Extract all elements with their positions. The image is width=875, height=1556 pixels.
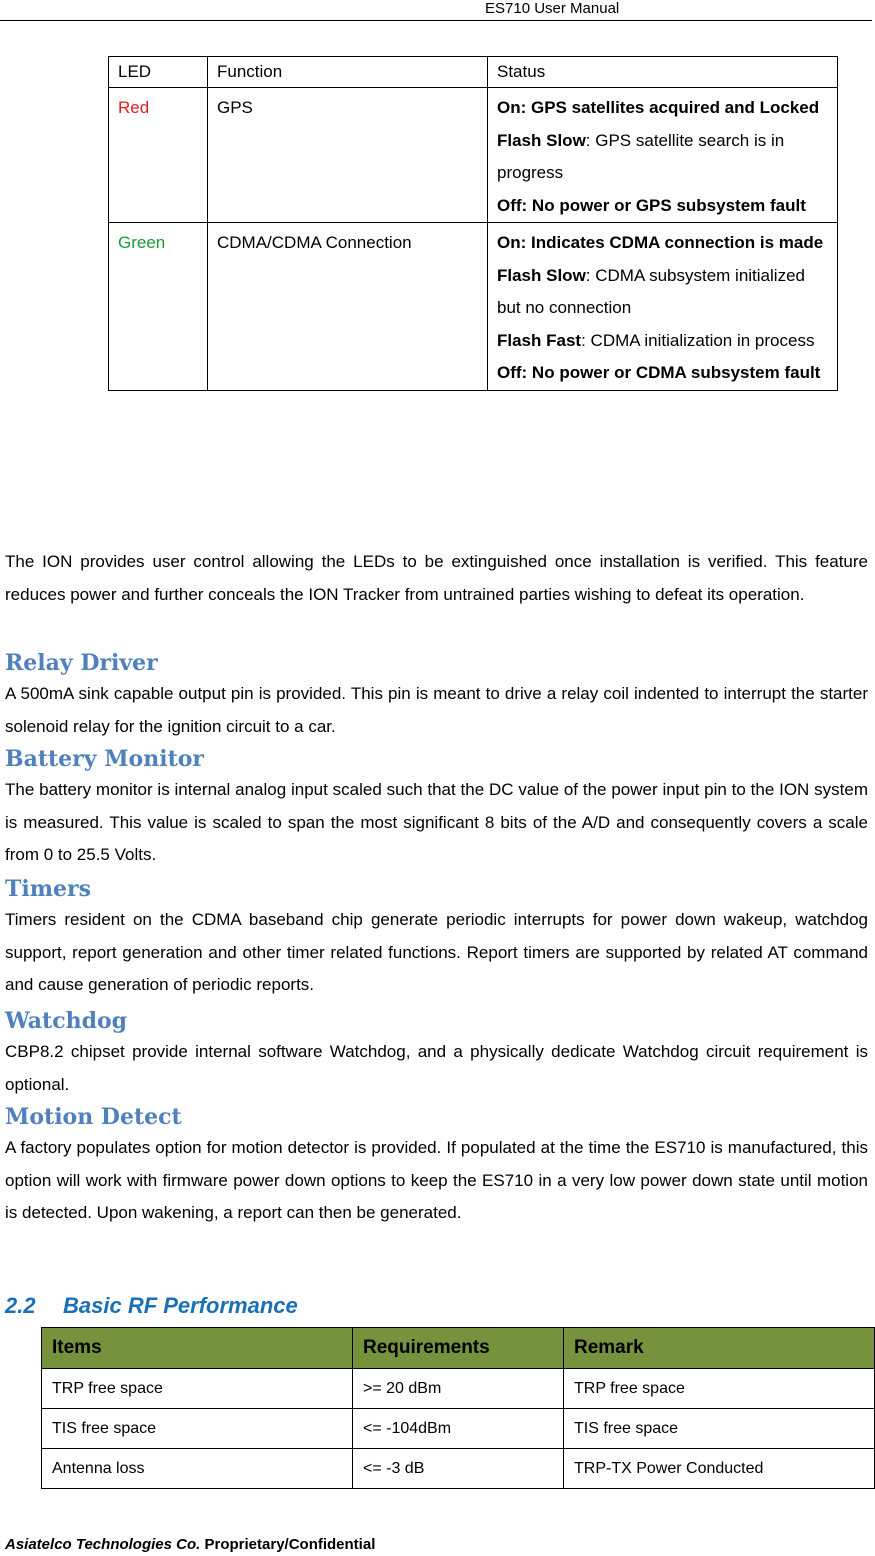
rf-table-header-row	[42, 1328, 875, 1369]
watchdog-block	[5, 1036, 868, 1101]
status-line	[497, 125, 831, 190]
status-line	[497, 325, 831, 358]
relay-driver-heading: Relay Driver	[5, 650, 158, 676]
relay-driver-body: A 500mA sink capable output pin is provided. This pin is meant to drive a relay coil indented to interrupt the starter solenoid relay for the ignition circuit to a car.	[5, 684, 868, 736]
table-cell: <= -3 dB	[353, 1449, 564, 1489]
rf-section-heading	[5, 1290, 298, 1322]
led-row-red	[109, 88, 838, 223]
status-bold: Off: No power or GPS subsystem fault	[497, 195, 806, 215]
table-row	[42, 1409, 875, 1449]
header-divider	[0, 20, 872, 21]
led-status-green	[488, 223, 838, 391]
watchdog-heading: Watchdog	[5, 1008, 128, 1034]
table-cell: >= 20 dBm	[353, 1369, 564, 1409]
status-bold: Flash Fast	[497, 330, 582, 350]
table-row	[42, 1449, 875, 1489]
battery-monitor-body: The battery monitor is internal analog input scaled such that the DC value of the power input pin to the ION system is measured. This value is scaled to span the most significant 8 bits of the A/D and consequently covers a scale from 0 to 25.5 Volts.	[5, 780, 868, 864]
status-line	[497, 190, 831, 223]
watchdog-body: CBP8.2 chipset provide internal software Watchdog, and a physically dedicate Watchdog circuit requirement is optional.	[5, 1042, 868, 1094]
page-footer	[5, 1535, 375, 1555]
remark-col-header: Remark	[564, 1328, 875, 1369]
document-header-title: ES710 User Manual	[485, 0, 620, 17]
table-cell: TRP-TX Power Conducted	[564, 1449, 875, 1489]
battery-monitor-heading: Battery Monitor	[5, 746, 205, 772]
motion-detect-block	[5, 1132, 868, 1230]
led-table-header-row	[109, 57, 838, 88]
timers-body: Timers resident on the CDMA baseband chip generate periodic interrupts for power down wakeup, watchdog support, report generation and other timer related functions. Report timers are supported by related AT command and cause generation of periodic reports.	[5, 910, 868, 994]
motion-detect-body: A factory populates option for motion detector is provided. If populated at the time the ES710 is manufactured, this option will work with firmware power down options to keep the ES710 in a very low power down state until motion is detected. Upon wakening, a report can then be generated.	[5, 1138, 868, 1222]
status-bold: Off: No power or CDMA subsystem fault	[497, 363, 821, 382]
table-cell: TIS free space	[42, 1409, 353, 1449]
led-status-table	[108, 56, 838, 391]
table-cell: TIS free space	[564, 1409, 875, 1449]
footer-company: Asiatelco Technologies Co.	[5, 1536, 201, 1553]
status-bold: Flash Slow	[497, 265, 586, 285]
led-name-green: Green	[109, 223, 208, 391]
rf-section-title: Basic RF Performance	[63, 1293, 298, 1318]
status-bold: On: Indicates CDMA connection is made	[497, 233, 824, 252]
items-col-header: Items	[42, 1328, 353, 1369]
function-col-header: Function	[208, 57, 488, 88]
table-cell: TRP free space	[564, 1369, 875, 1409]
led-name-red: Red	[109, 88, 208, 223]
led-function-cdma: CDMA/CDMA Connection	[208, 223, 488, 391]
intro-block	[5, 546, 868, 611]
status-text: : CDMA subsystem initialized but no connection	[497, 265, 805, 317]
rf-performance-table	[41, 1327, 875, 1489]
footer-confidential: Proprietary/Confidential	[204, 1536, 376, 1553]
status-line	[497, 260, 831, 325]
status-line	[497, 92, 831, 125]
led-function-gps: GPS	[208, 88, 488, 223]
led-status-red	[488, 88, 838, 223]
status-bold: Flash Slow	[497, 130, 586, 150]
timers-heading: Timers	[5, 876, 91, 902]
status-line	[497, 357, 831, 390]
status-text: : GPS satellite search is in progress	[497, 130, 785, 182]
status-text: : CDMA initialization in process	[581, 330, 815, 350]
relay-driver-block	[5, 678, 868, 743]
requirements-col-header: Requirements	[353, 1328, 564, 1369]
led-col-header: LED	[109, 57, 208, 88]
battery-monitor-block	[5, 774, 868, 872]
motion-detect-heading: Motion Detect	[5, 1104, 182, 1130]
timers-block	[5, 904, 868, 1002]
table-cell: Antenna loss	[42, 1449, 353, 1489]
led-row-green	[109, 223, 838, 391]
table-row	[42, 1369, 875, 1409]
intro-paragraph: The ION provides user control allowing the LEDs to be extinguished once installation is verified. This feature reduces power and further conceals the ION Tracker from untrained parties wishing to defeat its operation.	[5, 552, 868, 604]
status-col-header: Status	[488, 57, 838, 88]
status-bold: On: GPS satellites acquired and Locked	[497, 98, 820, 117]
table-cell: <= -104dBm	[353, 1409, 564, 1449]
table-cell: TRP free space	[42, 1369, 353, 1409]
rf-section-number: 2.2	[5, 1293, 36, 1318]
status-line	[497, 227, 831, 260]
